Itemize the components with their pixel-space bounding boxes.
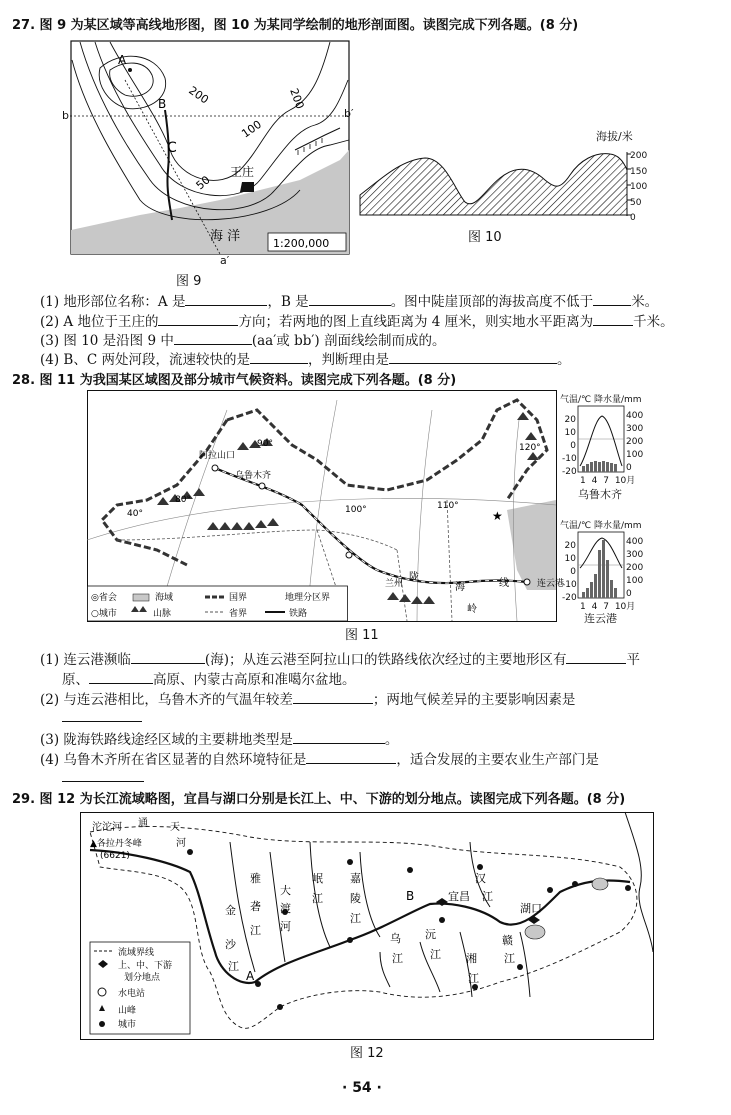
fig9-label-b-left: b: [62, 109, 69, 122]
fig12-label-ya: 雅: [250, 872, 261, 885]
q28-line-2b: [62, 708, 142, 726]
fig12-label-jiang1: 江: [228, 960, 239, 973]
answer-blank[interactable]: [62, 768, 144, 782]
fig12-label-b: B: [406, 889, 415, 903]
fig11-legend-border: 国界: [229, 593, 248, 603]
q27-line-3: [40, 329, 446, 349]
fig9-label-c: C: [167, 140, 177, 156]
tick: 100: [626, 450, 644, 460]
tick: 300: [626, 550, 644, 560]
answer-blank[interactable]: [306, 750, 396, 764]
q27-l2-text-a: (2) A 地位于王庄的: [40, 314, 159, 330]
fig11-label-long: 陇: [409, 572, 419, 583]
fig12-label-yuan: 沅: [425, 928, 436, 941]
fig11-legend-city: ○城市: [91, 609, 117, 619]
tick: -10: [562, 580, 577, 590]
tick: -20: [562, 593, 577, 603]
fig9-label-a-bottom: a′: [220, 254, 230, 267]
q28-l1-text-c: 平: [626, 652, 640, 668]
fig12-label-jiang8: 江: [468, 972, 479, 985]
fig10-tick: 200: [630, 151, 648, 161]
tick: 10: [564, 428, 576, 438]
q28-line-2: [40, 688, 575, 708]
q28-l1-text-a: (1) 连云港濒临: [40, 652, 131, 668]
fig9-contour-map: [70, 40, 350, 255]
fig11-legend-sea: 海域: [155, 593, 174, 603]
fig9-contour-50: 50: [193, 173, 213, 193]
fig12-label-ling: 陵: [350, 892, 361, 905]
q27-l4-text-a: (4) B、C 两处河段，流速较快的是: [40, 352, 250, 368]
answer-blank[interactable]: [89, 670, 153, 684]
svg-text:★: ★: [492, 509, 503, 523]
fig12-label-du: 渡: [280, 902, 291, 915]
fig12-caption: 图 12: [350, 1046, 384, 1061]
fig9-contour-200a: 200: [186, 83, 211, 107]
fig9-label-b: B: [158, 97, 167, 111]
fig9-contour-200b: 200: [287, 86, 307, 111]
q28-l4-text-a: (4) 乌鲁木齐所在省区显著的自然环境特征是: [40, 752, 307, 768]
answer-blank[interactable]: [593, 312, 633, 326]
tick: 200: [626, 563, 644, 573]
fig12-legend-city: 城市: [118, 1020, 137, 1030]
q28-title: 28. 图 11 为我国某区域图及部分城市气候资料。读图完成下列各题。(8 分): [12, 373, 457, 388]
fig12-label-jiang9: 江: [504, 952, 515, 965]
q28-line-1: [40, 648, 640, 668]
fig12-label-jin: 金: [225, 904, 236, 917]
fig9-contour-100: 100: [239, 117, 264, 141]
fig11-label-xian: 线: [499, 578, 509, 589]
fig11-label-lon80: 80°: [175, 495, 191, 505]
fig12-label-tong: 通: [138, 818, 148, 829]
month: 7: [603, 602, 609, 612]
fig10-caption: 图 10: [468, 230, 502, 245]
fig12-label-han: 汉: [475, 872, 486, 885]
q28-line-1b: [62, 668, 356, 688]
tick: 20: [564, 415, 576, 425]
tick: 0: [570, 567, 576, 577]
fig12-label-jiang3: 江: [312, 892, 323, 905]
answer-blank[interactable]: [158, 312, 238, 326]
fig12-label-long: 砻: [250, 900, 261, 913]
tick: 0: [570, 441, 576, 451]
fig11-legend-region: 地理分区界: [285, 593, 331, 603]
month: 1: [580, 476, 586, 486]
fig12-label-peak: ▲各拉丹冬峰: [90, 839, 142, 849]
tick: 0: [626, 589, 632, 599]
answer-blank[interactable]: [566, 650, 626, 664]
answer-blank[interactable]: [250, 350, 308, 364]
fig12-label-he: 河: [176, 838, 186, 849]
fig11-label-urumqi: 乌鲁木齐: [235, 471, 272, 481]
fig11-legend-capital: ◎省会: [91, 593, 117, 603]
q28-l3-text-b: 。: [384, 732, 399, 748]
fig12-legend-divide1: 上、中、下游: [118, 961, 173, 971]
fig9-label-village: 王庄: [230, 165, 255, 179]
fig10-profile-chart: [355, 140, 655, 230]
answer-blank[interactable]: [593, 292, 631, 306]
fig12-label-tuotuo: 沱沱河: [92, 822, 122, 833]
answer-blank[interactable]: [131, 650, 205, 664]
fig12-label-jiang5: 江: [482, 890, 493, 903]
month: 4: [591, 476, 598, 486]
fig11-label-ling: 岭: [467, 604, 477, 615]
fig12-label-jia: 嘉: [350, 872, 361, 885]
q28-l3-text-a: (3) 陇海铁路线途经区域的主要耕地类型是: [40, 732, 293, 748]
tick: 20: [564, 541, 576, 551]
month: 4: [591, 602, 598, 612]
fig9-label-b-right: b′: [344, 107, 354, 120]
q28-line-4b: [62, 768, 144, 786]
climate1-right-ticks: [626, 410, 643, 475]
fig12-label-wu: 乌: [390, 932, 401, 945]
fig11-label-lanzhou: 兰州: [385, 579, 404, 589]
tick: 400: [626, 537, 644, 547]
fig9-label-sea: 海 洋: [210, 229, 241, 244]
fig12-label-hukou: 湖口: [520, 902, 542, 915]
answer-blank[interactable]: [293, 690, 373, 704]
fig9-scale: 1:200,000: [273, 237, 330, 250]
fig12-label-da: 大: [280, 884, 291, 897]
q27-l1-text-d: 米。: [631, 294, 659, 310]
tick: 400: [626, 411, 644, 421]
tick: 10: [564, 554, 576, 564]
fig11-label-hai: 海: [455, 582, 465, 593]
fig11-label-lianyungang: 连云港: [537, 579, 565, 589]
answer-blank[interactable]: [62, 708, 142, 722]
answer-blank[interactable]: [293, 730, 385, 744]
month: 1: [580, 602, 586, 612]
fig12-label-jiang7: 江: [430, 948, 441, 961]
fig9-caption: 图 9: [176, 274, 202, 289]
fig10-tick: 50: [630, 197, 642, 208]
fig12-legend-boundary: 流域界线: [118, 948, 155, 958]
fig11-legend-province: 省界: [229, 609, 248, 619]
q27-l1-text-c: 。图中陡崖顶部的海拔高度不低于: [390, 294, 594, 310]
fig12-label-jiang4: 江: [350, 912, 361, 925]
climate1-months: [580, 473, 635, 486]
fig12-label-min: 岷: [312, 872, 323, 885]
q27-line-1: [40, 290, 658, 310]
fig12-legend-hydro: 水电站: [118, 989, 146, 999]
q27-line-4: [40, 348, 570, 368]
q28-l2-text-a: (2) 与连云港相比，乌鲁木齐的气温年较差: [40, 692, 293, 708]
fig11-label-lon40: 40°: [127, 509, 143, 519]
fig10-tick: 150: [630, 166, 648, 177]
month: 月: [626, 476, 636, 486]
fig10-tick: 0: [630, 213, 636, 223]
q27-l2-text-c: 千米。: [633, 314, 674, 330]
fig11-label-lon90: 90°: [257, 439, 273, 449]
fig10-ylabel: 海拔/米: [596, 130, 633, 143]
q27-l3-text-b: (aa′或 bb′) 剖面线绘制而成的。: [251, 333, 446, 349]
month: 10: [614, 476, 627, 486]
climate2-left-ticks: [562, 540, 576, 605]
fig11-legend-rail: 铁路: [289, 609, 308, 619]
climate2-city: 连云港: [584, 612, 617, 625]
q27-l1-text-b: ，B 是: [267, 294, 309, 310]
month: 10: [614, 602, 627, 612]
q28-l1b-text-a: 原、: [62, 672, 89, 688]
fig9-label-a: A: [118, 53, 127, 67]
answer-blank[interactable]: [389, 350, 557, 364]
answer-blank[interactable]: [185, 292, 267, 306]
climate1-left-ticks: [562, 414, 576, 479]
fig12-yangtze-map: [80, 812, 654, 1040]
fig12-label-he2: 河: [280, 920, 291, 933]
fig12-label-jiang6: 江: [392, 952, 403, 965]
climate1-city: 乌鲁木齐: [578, 488, 622, 501]
q27-l1-text-a: (1) 地形部位名称：A 是: [40, 294, 186, 310]
month: 月: [626, 602, 636, 612]
fig10-ticks: [630, 149, 647, 227]
fig11-region-map: [87, 390, 565, 622]
q27-l4-text-b: ，判断理由是: [307, 352, 389, 368]
tick: 0: [626, 463, 632, 473]
q28-l2-text-b: ；两地气候差异的主要影响因素是: [372, 692, 576, 708]
q29-title: 29. 图 12 为长江流域略图，宜昌与湖口分别是长江上、中、下游的划分地点。读图完成下列各题。(8 分): [12, 792, 626, 807]
fig12-label-tian: 天: [170, 822, 180, 833]
q28-l1b-text-b: 高原、内蒙古高原和准噶尔盆地。: [153, 672, 356, 688]
fig11-label-lon120: 120°: [519, 443, 541, 453]
fig11-label-alashankou: 阿拉山口: [199, 451, 236, 461]
q27-l2-text-b: 方向；若两地的图上直线距离为 4 厘米，则实地水平距离为: [238, 314, 594, 330]
fig11-label-lon110: 110°: [437, 501, 459, 511]
q28-l4-text-b: ，适合发展的主要农业生产部门是: [396, 752, 599, 768]
fig11-legend-mountain: 山脉: [153, 609, 172, 619]
fig12-legend-divide2: 划分地点: [124, 973, 161, 983]
fig10-tick: 100: [630, 182, 648, 192]
q27-l3-text-a: (3) 图 10 是沿图 9 中: [40, 333, 174, 349]
fig11-label-lon100: 100°: [345, 505, 367, 515]
q27-title: 27. 图 9 为某区域等高线地形图，图 10 为某同学绘制的地形剖面图。读图完成下列各题。(8 分): [12, 18, 579, 33]
q28-line-4: [40, 748, 599, 768]
answer-blank[interactable]: [174, 331, 252, 345]
climate2-header: 气温/℃ 降水量/mm: [560, 521, 642, 531]
tick: -10: [562, 454, 577, 464]
fig12-label-sha: 沙: [225, 938, 236, 951]
fig12-label-xiang: 湘: [466, 952, 477, 965]
fig12-label-peak-h: (6621): [100, 851, 130, 861]
climate2-right-ticks: [626, 536, 643, 601]
answer-blank[interactable]: [309, 292, 391, 306]
tick: 100: [626, 576, 644, 586]
fig12-label-gan: 赣: [502, 934, 513, 947]
tick: 200: [626, 437, 644, 447]
fig12-label-jiang2: 江: [250, 924, 261, 937]
q28-l1-text-b: (海)；从连云港至阿拉山口的铁路线依次经过的主要地形区有: [204, 652, 567, 668]
fig12-legend-peak: 山峰: [118, 1006, 137, 1016]
page-number: · 54 ·: [342, 1080, 382, 1096]
climate1-header: 气温/℃ 降水量/mm: [560, 395, 642, 405]
tick: 300: [626, 424, 644, 434]
fig12-label-yichang: 宜昌: [448, 890, 470, 903]
q28-line-3: [40, 728, 398, 748]
fig12-label-a: A: [246, 969, 255, 983]
q27-l4-text-c: 。: [556, 352, 571, 368]
month: 7: [603, 476, 609, 486]
tick: -20: [562, 467, 577, 477]
q27-line-2: [40, 310, 674, 330]
fig11-caption: 图 11: [345, 628, 379, 643]
